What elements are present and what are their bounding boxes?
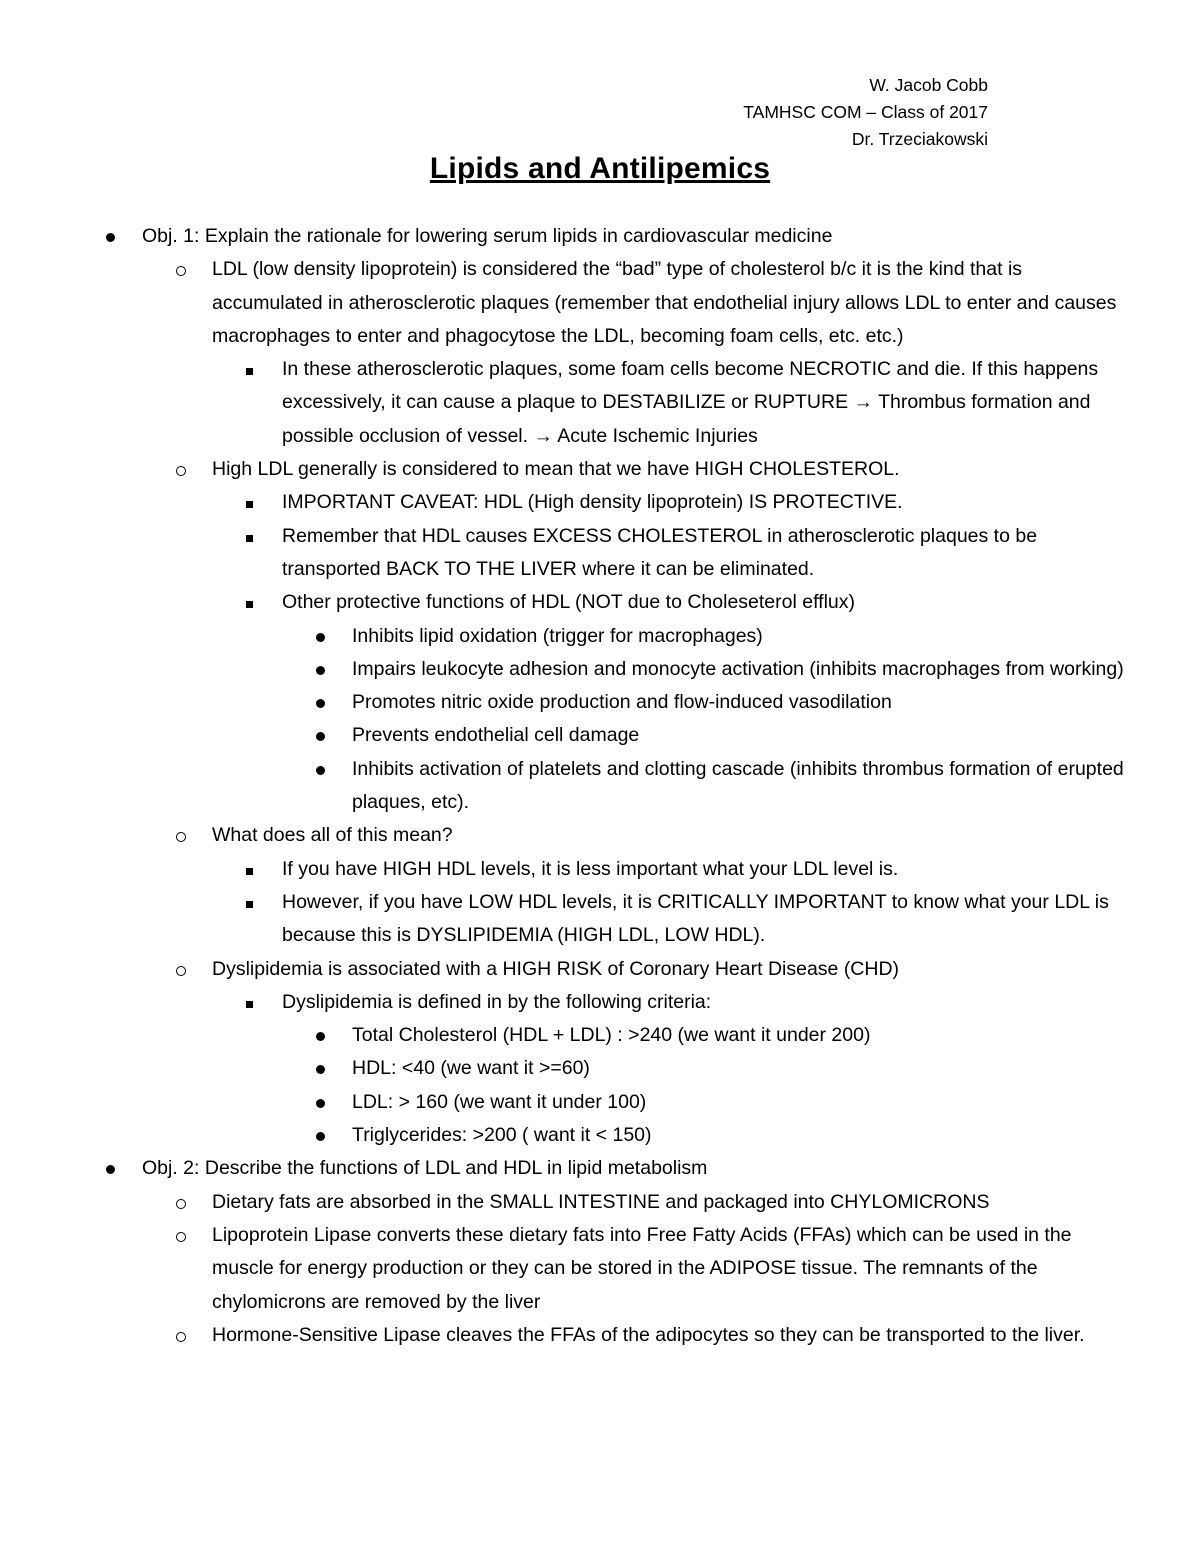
outline-item-text: Impairs leukocyte adhesion and monocyte activation (inhibits macrophages from working) xyxy=(352,657,1124,680)
outline-item-text: Remember that HDL causes EXCESS CHOLESTEROL in atherosclerotic plaques to be transported BACK TO THE LIVER where it can be eliminated. xyxy=(282,524,1038,580)
document-title: Lipids and Antilipemics xyxy=(429,152,771,185)
square-bullet xyxy=(246,901,253,908)
outline-item-text: Inhibits lipid oxidation (trigger for macrophages) xyxy=(352,624,763,647)
outline-item-level-1 xyxy=(0,819,1132,852)
square-bullet xyxy=(246,368,253,375)
outline-item-level-1 xyxy=(0,1219,1132,1319)
outline-item-level-2 xyxy=(0,886,1132,953)
outline-item-text: Triglycerides: >200 ( want it < 150) xyxy=(352,1124,652,1147)
outline-item-level-2 xyxy=(0,986,1132,1019)
filled-circle-bullet xyxy=(316,666,325,675)
outline-item-text: LDL: > 160 (we want it under 100) xyxy=(352,1090,647,1113)
filled-circle-bullet xyxy=(316,732,325,741)
outline-item-text: What does all of this mean? xyxy=(212,824,453,847)
outline-item-text: IMPORTANT CAVEAT: HDL (High density lipoprotein) IS PROTECTIVE. xyxy=(282,491,903,514)
outline-item-level-1 xyxy=(0,953,1132,986)
outline-item-level-0 xyxy=(0,1152,1132,1185)
filled-circle-bullet xyxy=(106,1165,115,1174)
outline-item-text: If you have HIGH HDL levels, it is less important what your LDL level is. xyxy=(282,857,899,880)
filled-circle-bullet xyxy=(316,699,325,708)
hollow-circle-bullet xyxy=(176,1199,186,1209)
outline-item-level-2 xyxy=(0,486,1132,519)
hollow-circle-bullet xyxy=(176,1232,186,1242)
outline-item-level-3 xyxy=(0,686,1132,719)
outline-item-text: Prevents endothelial cell damage xyxy=(352,724,640,747)
hollow-circle-bullet xyxy=(176,832,186,842)
square-bullet xyxy=(246,1001,253,1008)
filled-circle-bullet xyxy=(316,633,325,642)
filled-circle-bullet xyxy=(316,766,325,775)
filled-circle-bullet xyxy=(316,1032,325,1041)
document-header xyxy=(743,72,988,153)
instructor-name: Dr. Trzeciakowski xyxy=(851,129,988,149)
outline-item-text: Lipoprotein Lipase converts these dietary fats into Free Fatty Acids (FFAs) which can be used in the muscle for energy production or they can be stored in the ADIPOSE tissue. The remnants of the chylomicrons are removed by the liver xyxy=(212,1223,1072,1313)
outline-item-level-3 xyxy=(0,620,1132,653)
square-bullet xyxy=(246,501,253,508)
outline-item-level-2 xyxy=(0,353,1132,453)
outline-item-text: Hormone-Sensitive Lipase cleaves the FFAs of the adipocytes so they can be transported to the liver. xyxy=(212,1323,1085,1346)
outline-item-level-3 xyxy=(0,753,1132,820)
hollow-circle-bullet xyxy=(176,1332,186,1342)
filled-circle-bullet xyxy=(106,233,115,242)
outline-item-text: Dyslipidemia is associated with a HIGH RISK of Coronary Heart Disease (CHD) xyxy=(212,957,900,980)
outline-item-text: Total Cholesterol (HDL + LDL) : >240 (we want it under 200) xyxy=(352,1024,871,1047)
outline-item-text: Promotes nitric oxide production and flow-induced vasodilation xyxy=(352,691,892,714)
outline-item-level-1 xyxy=(0,253,1132,353)
outline-item-text: Inhibits activation of platelets and clotting cascade (inhibits thrombus formation of erupted plaques, etc). xyxy=(352,757,1124,814)
outline-item-text: LDL (low density lipoprotein) is considered the “bad” type of cholesterol b/c it is the kind that is accumulated in atherosclerotic plaques (remember that endothelial injury allows LDL to enter and causes macrophages to enter and phagocytose the LDL, becoming foam cells, etc. etc.) xyxy=(212,258,1117,347)
outline-item-level-2 xyxy=(0,853,1132,886)
school-class: TAMHSC COM – Class of 2017 xyxy=(743,102,988,122)
outline-item-text: However, if you have LOW HDL levels, it is CRITICALLY IMPORTANT to know what your LDL is because this is DYSLIPIDEMIA (HIGH LDL, LOW HDL). xyxy=(282,890,1109,947)
outline-item-level-2 xyxy=(0,520,1132,587)
outline-item-level-1 xyxy=(0,1319,1132,1352)
outline-item-level-0 xyxy=(0,220,1132,253)
hollow-circle-bullet xyxy=(176,466,186,476)
outline-item-text: Other protective functions of HDL (NOT due to Choleseterol efflux) xyxy=(282,591,855,614)
hollow-circle-bullet xyxy=(176,266,186,276)
outline-item-text: High LDL generally is considered to mean that we have HIGH CHOLESTEROL. xyxy=(212,458,900,481)
square-bullet xyxy=(246,601,253,608)
outline-item-text: Dyslipidemia is defined in by the following criteria: xyxy=(282,990,712,1013)
outline-item-text: Obj. 2: Describe the functions of LDL and HDL in lipid metabolism xyxy=(142,1157,708,1180)
square-bullet xyxy=(246,868,253,875)
outline-item-level-3 xyxy=(0,653,1132,686)
outline-item-level-3 xyxy=(0,1052,1132,1085)
filled-circle-bullet xyxy=(316,1065,325,1074)
outline-item-level-3 xyxy=(0,1019,1132,1052)
outline-item-level-3 xyxy=(0,719,1132,752)
outline-item-level-2 xyxy=(0,586,1132,619)
author-name: W. Jacob Cobb xyxy=(869,75,988,95)
filled-circle-bullet xyxy=(316,1099,325,1108)
outline-item-level-3 xyxy=(0,1119,1132,1152)
outline-item-text: In these atherosclerotic plaques, some foam cells become NECROTIC and die. If this happens excessively, it can cause a plaque to DESTABILIZE or RUPTURE → Thrombus formation and possible occlusion of vessel. → Acute Ischemic Injuries xyxy=(282,358,1099,447)
outline-list xyxy=(0,220,1200,1352)
outline-item-text: HDL: <40 (we want it >=60) xyxy=(352,1057,590,1080)
outline-item-text: Dietary fats are absorbed in the SMALL INTESTINE and packaged into CHYLOMICRONS xyxy=(212,1190,990,1213)
outline-item-level-3 xyxy=(0,1086,1132,1119)
outline-item-level-1 xyxy=(0,1186,1132,1219)
outline-item-text: Obj. 1: Explain the rationale for lowering serum lipids in cardiovascular medicine xyxy=(142,225,833,247)
filled-circle-bullet xyxy=(316,1132,325,1141)
square-bullet xyxy=(246,535,253,542)
outline-item-level-1 xyxy=(0,453,1132,486)
hollow-circle-bullet xyxy=(176,966,186,976)
